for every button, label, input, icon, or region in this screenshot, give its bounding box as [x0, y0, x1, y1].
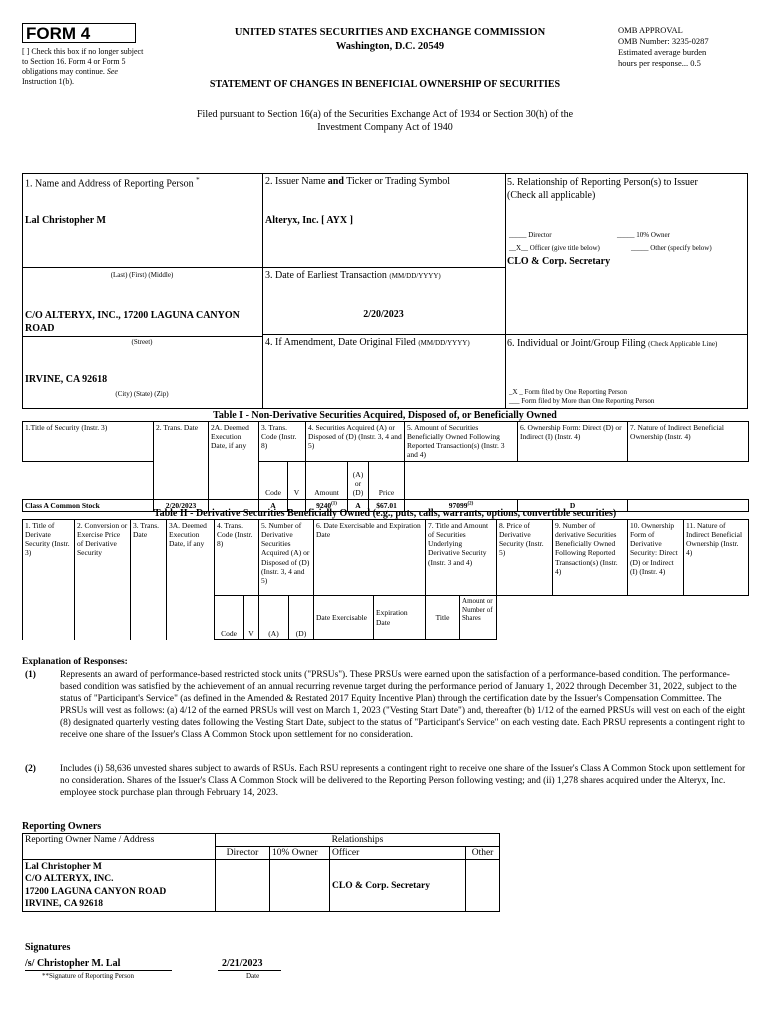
owners-col-other: Other	[466, 847, 500, 860]
t1-row-date: 2/20/2023	[154, 499, 209, 511]
omb-approval: OMB APPROVAL OMB Number: 3235-0287 Estimated average burden hours per response... 0.5	[618, 25, 709, 69]
t2-sub-exercisable: Date Exercisable	[314, 596, 374, 640]
agency-name: UNITED STATES SECURITIES AND EXCHANGE COMMISSION	[234, 27, 546, 38]
t2-header-owned: 9. Number of derivative Securities Beneficially Owned Following Reported Transaction(s) (Instr. 4)	[553, 520, 628, 596]
agency-location: Washington, D.C. 20549	[335, 41, 445, 52]
footnote-2-text: Includes (i) 58,636 unvested shares subject to awards of RSUs. Each RSU represents a contingent right to receive one share of the Issuer's Class A Common Stock upon settlement for no consideration. Shares of the Issuer's Class A Common Stock will be delivered to the Reporting Person following vesting; and (ii) 1,278 shares acquired under the Alteryx, Inc. employee stock purchase plan through February 14, 2023.	[60, 764, 746, 799]
filing-one-person: _X _ Form filed by One Reporting Person	[509, 388, 628, 396]
t1-row-aord: A	[348, 499, 369, 511]
t1-header-nature: 7. Nature of Indirect Beneficial Ownership (Instr. 4)	[628, 422, 749, 462]
t1-header-acquired: 4. Securities Acquired (A) or Disposed of (D) (Instr. 3, 4 and 5)	[306, 422, 405, 462]
box1-label: 1. Name and Address of Reporting Person *	[25, 176, 200, 190]
t1-header-form: 6. Ownership Form: Direct (D) or Indirect (I) (Instr. 4)	[518, 422, 628, 462]
section16-checkbox-note: [ ] Check this box if no longer subject to Section 16. Form 4 or Form 5 obligations may continue. See Instruction 1(b).	[22, 47, 144, 86]
t1-sub-amount: Amount	[306, 461, 348, 499]
t1-row-form: D	[518, 499, 628, 511]
t1-row-amount: 9240$^{(1)}$	[306, 499, 348, 511]
form-title: FORM 4	[26, 24, 91, 43]
owner-other	[466, 860, 500, 912]
table2-title: Table II - Derivative Securities Beneficially Owned (e.g., puts, calls, warrants, options, convertible securities)	[153, 508, 617, 519]
footnote-ref-1[interactable]: (1)	[331, 501, 337, 507]
owners-col-name: Reporting Owner Name / Address	[23, 834, 216, 860]
box5-label: 5. Relationship of Reporting Person(s) to Issuer (Check all applicable)	[507, 177, 698, 201]
non-derivative-table	[22, 421, 749, 512]
t1-header-code: 3. Trans. Code (Instr. 8)	[259, 422, 306, 462]
footnote-1-number: (1)	[25, 670, 36, 680]
t1-sub-code: Code	[259, 461, 288, 499]
t1-header-deemed: 2A. Deemed Execution Date, if any	[209, 422, 259, 500]
t2-header-title: 1. Title of Derivate Security (Instr. 3)	[23, 520, 75, 640]
reporting-owners-table	[22, 833, 500, 912]
relationship-10pct-owner: _____ 10% Owner	[617, 231, 670, 239]
t2-sub-a: (A)	[259, 596, 289, 640]
t2-sub-code: Code	[215, 596, 244, 640]
t1-header-date: 2. Trans. Date	[154, 422, 209, 500]
owner-10pct	[270, 860, 330, 912]
t2-header-number: 5. Number of Derivative Securities Acquired (A) or Disposed of (D) (Instr. 3, 4 and 5)	[259, 520, 314, 596]
t1-row-owned: 97099$^{(2)}$	[405, 499, 518, 511]
owners-col-director: Director	[216, 847, 270, 860]
owners-col-relationships: Relationships	[216, 834, 500, 847]
form-title-box	[22, 23, 136, 43]
t1-sub-aord: (A) or (D)	[348, 461, 369, 499]
signatures-heading: Signatures	[25, 942, 71, 953]
signature-date: 2/21/2023	[222, 958, 263, 969]
t2-header-conversion: 2. Conversion or Exercise Price of Derivative Security	[75, 520, 131, 640]
signer: /s/ Christopher M. Lal	[25, 958, 121, 969]
footnote-ref-2[interactable]: (2)	[467, 501, 474, 507]
statement-title: STATEMENT OF CHANGES IN BENEFICIAL OWNERSHIP OF SECURITIES	[209, 79, 561, 90]
t2-header-code: 4. Trans. Code (Instr. 8)	[215, 520, 259, 596]
reporting-section	[22, 173, 748, 409]
issuer-name: Alteryx, Inc. [ AYX ]	[265, 215, 353, 226]
owners-heading: Reporting Owners	[22, 821, 102, 832]
box3-label: 3. Date of Earliest Transaction (MM/DD/YYYY)	[265, 270, 441, 281]
relationship-director: _____ Director	[509, 231, 552, 239]
t2-header-price: 8. Price of Derivative Security (Instr. 5)	[497, 520, 553, 596]
street-label: (Street)	[131, 338, 153, 346]
earliest-transaction-date: 2/20/2023	[363, 309, 404, 320]
date-caption: Date	[246, 972, 260, 980]
t1-row-code: A	[259, 499, 288, 511]
reporting-person-name: Lal Christopher M	[25, 215, 106, 226]
name-parts-label: (Last) (First) (Middle)	[110, 271, 174, 279]
derivative-table	[22, 519, 749, 640]
owner-address: Lal Christopher M C/O ALTERYX, INC. 17200 LAGUNA CANYON ROAD IRVINE, CA 92618	[23, 860, 216, 912]
t2-header-date: 3. Trans. Date	[131, 520, 167, 640]
t1-row-price: $67.01	[369, 499, 405, 511]
owners-col-10pct: 10% Owner	[270, 847, 330, 860]
reporting-person-street: C/O ALTERYX, INC., 17200 LAGUNA CANYON ROAD	[25, 310, 240, 334]
footnote-1-text: Represents an award of performance-based restricted stock units ("PRSUs"). These PRSUs were earned upon the satisfaction of a performance-based condition. The performance-based condition was satisfied by the achievement of an annual recurring revenue target during the performance period of January 1, 2022 through December 31, 2022, subject to the status of "Participant's Service" (as defined in the Amended & Restated 2017 Equity Incentive Plan) through the certification date by the Issuer's Compensation Committee. The PRSUs will vest as follows: (a) 4/12 of the earned PRSUs will vest on March 1, 2023 ("Vesting Start Date") and, thereafter (b) 1/12 of the earned PRSUs will vest on each of the eight (8) designated quarterly vesting dates following the Vesting Start Date, subject to the status of "Participant's Service" on each vesting date. Each PRSU represents a contingent right to receive one share of the Issuer's Class A Common Stock upon settlement for no consideration.	[60, 670, 746, 741]
owners-col-officer: Officer	[330, 847, 466, 860]
explanation-heading: Explanation of Responses:	[22, 657, 128, 667]
filing-more-persons: ___ Form filed by More than One Reporting Person	[509, 397, 655, 405]
t1-header-owned: 5. Amount of Securities Beneficially Owned Following Reported Transaction(s) (Instr. 3 and 4)	[405, 422, 518, 462]
box6-label: 6. Individual or Joint/Group Filing (Check Applicable Line)	[507, 338, 718, 349]
table1-title: Table I - Non-Derivative Securities Acquired, Disposed of, or Beneficially Owned	[213, 410, 557, 421]
t1-sub-v: V	[288, 461, 306, 499]
t2-sub-expiration: Expiration Date	[374, 596, 426, 640]
t1-row-security: Class A Common Stock	[23, 499, 154, 511]
relationship-other: _____ Other (specify below)	[631, 244, 712, 252]
footnote-2-number: (2)	[25, 764, 36, 774]
owner-director	[216, 860, 270, 912]
t1-header-title: 1.Title of Security (Instr. 3)	[23, 422, 154, 462]
t2-header-exercisable: 6. Date Exercisable and Expiration Date	[314, 520, 426, 596]
reporting-person-city: IRVINE, CA 92618	[25, 374, 108, 385]
t2-header-form: 10. Ownership Form of Derivative Security: Direct (D) or Indirect (I) (Instr. 4)	[628, 520, 684, 596]
filed-pursuant: Filed pursuant to Section 16(a) of the Securities Exchange Act of 1934 or Section 30(h) of the Investment Company Act of 1940	[196, 109, 574, 133]
t2-sub-title: Title	[426, 596, 460, 640]
t2-header-underlying: 7. Title and Amount of Securities Underlying Derivative Security (Instr. 3 and 4)	[426, 520, 497, 596]
table-row	[23, 860, 500, 912]
signer-caption: **Signature of Reporting Person	[42, 972, 134, 980]
box4-label: 4. If Amendment, Date Original Filed (MM/DD/YYYY)	[265, 337, 470, 348]
box2-label: 2. Issuer Name and Ticker or Trading Symbol	[265, 176, 451, 187]
owner-officer: CLO & Corp. Secretary	[330, 860, 466, 912]
t1-sub-price: Price	[369, 461, 405, 499]
relationship-officer: __X__ Officer (give title below)	[509, 244, 600, 252]
officer-title: CLO & Corp. Secretary	[507, 256, 611, 267]
t2-header-nature: 11. Nature of Indirect Beneficial Ownership (Instr. 4)	[684, 520, 749, 596]
t2-sub-d: (D)	[289, 596, 314, 640]
t2-sub-v: V	[244, 596, 259, 640]
city-parts-label: (City) (State) (Zip)	[115, 390, 169, 398]
t2-header-deemed: 3A. Deemed Execution Date, if any	[167, 520, 215, 640]
t2-sub-amount: Amount or Number of Shares	[460, 596, 497, 640]
